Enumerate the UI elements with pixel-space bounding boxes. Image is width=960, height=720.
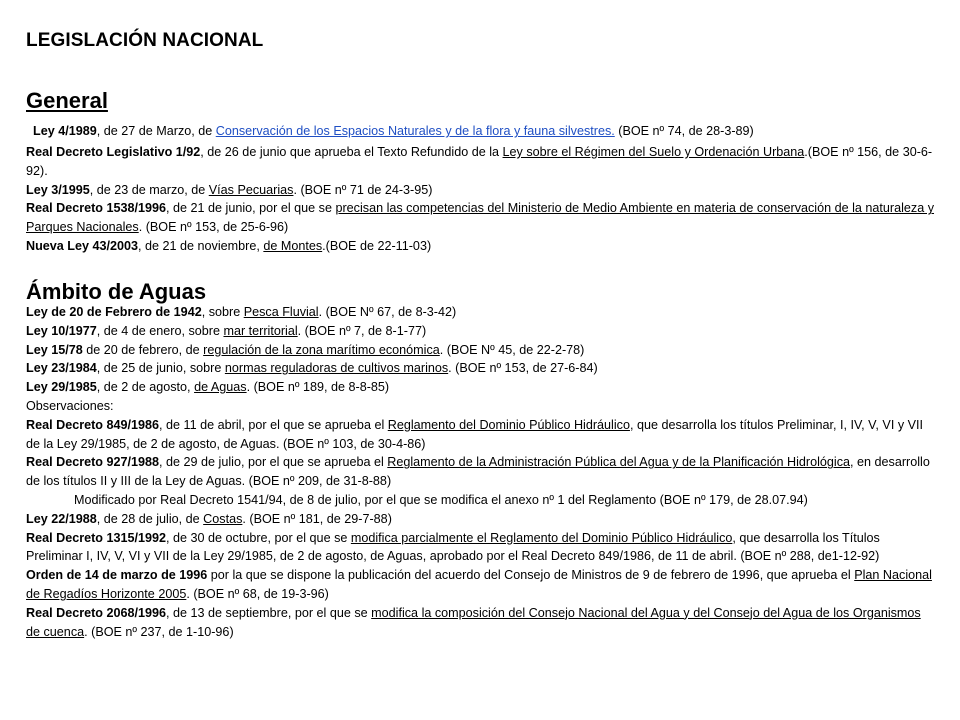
law-link[interactable]: Reglamento de la Administración Pública del Agua y de la Planificación Hidrológica bbox=[387, 455, 851, 470]
aguas-item-0 bbox=[26, 303, 936, 322]
law-link[interactable]: precisan las competencias del Ministerio de Medio Ambiente en materia de conservación de la naturaleza y Parques Nacionales bbox=[26, 201, 935, 235]
general-list bbox=[26, 143, 936, 256]
law-name: Real Decreto 1538/1996 bbox=[26, 201, 167, 216]
law-name: Ley de 20 de Febrero de 1942 bbox=[26, 305, 202, 319]
aguas-item-6 bbox=[26, 416, 936, 454]
modification-note: Modificado por Real Decreto 1541/94, de 8 de julio, por el que se modifica el anexo nº 1 del Reglamento (BOE nº 179, de 28.07.94) bbox=[74, 492, 808, 507]
law-name: Ley 10/1977 bbox=[26, 323, 97, 338]
law-name: Ley 3/1995 bbox=[26, 182, 90, 197]
law-link[interactable]: modifica la composición del Consejo Nacional del Agua y del Consejo del Agua de los Organismos de cuenca bbox=[26, 605, 921, 639]
law-name: Real Decreto 1315/1992 bbox=[26, 530, 167, 545]
general-item-4 bbox=[26, 237, 936, 256]
law-link[interactable]: regulación de la zona marítimo económica bbox=[203, 342, 440, 357]
aguas-item-12 bbox=[26, 604, 936, 642]
law-name: Ley 22/1988 bbox=[26, 511, 97, 526]
law-name: Ley 15/78 bbox=[26, 342, 83, 357]
general-item-2 bbox=[26, 181, 936, 200]
general-item-3 bbox=[26, 199, 936, 237]
law-name: Nueva Ley 43/2003 bbox=[26, 238, 139, 253]
law-text: , de 21 de junio, por el que se bbox=[166, 201, 336, 216]
law-link[interactable]: mar territorial bbox=[223, 323, 298, 338]
law-text: , de 25 de junio, sobre bbox=[96, 361, 225, 376]
law-name: Real Decreto 2068/1996 bbox=[26, 605, 167, 620]
aguas-item-4 bbox=[26, 378, 936, 397]
law-text: , de 4 de enero, sobre bbox=[96, 323, 224, 338]
law-ref: . (BOE Nº 67, de 8-3-42) bbox=[318, 305, 457, 319]
law-ref: . (BOE nº 153, de 25-6-96) bbox=[138, 220, 289, 235]
law-name: Real Decreto Legislativo 1/92 bbox=[26, 145, 201, 159]
law-ref: , en desarrollo de los títulos II y III de la Ley de Aguas. (BOE nº 209, de 31-8-88) bbox=[26, 455, 930, 489]
law-text: por la que se dispone la publicación del acuerdo del Consejo de Ministros de 9 de febrero de 1996, que aprueba el bbox=[207, 568, 855, 583]
aguas-item-1 bbox=[26, 322, 936, 341]
aguas-item-10 bbox=[26, 529, 936, 567]
law-ref: , que desarrolla los Títulos Preliminar I, IV, V, VI y VII de la Ley 29/1985, de 2 de agosto, de Aguas, aprobado por el Real Decreto 849/1986, de 11 de abril. (BOE nº 288, de1-12-92) bbox=[26, 530, 880, 564]
aguas-item-11 bbox=[26, 566, 936, 604]
law-text: , de 13 de septiembre, por el que se bbox=[166, 605, 372, 620]
law-link[interactable]: Reglamento del Dominio Público Hidráulico bbox=[387, 417, 630, 432]
law-link[interactable]: Vías Pecuarias bbox=[208, 182, 294, 197]
law-ref: .(BOE nº 156, de 30-6-92). bbox=[26, 145, 933, 178]
aguas-item-2 bbox=[26, 341, 936, 360]
law-name: Ley 29/1985 bbox=[26, 380, 97, 395]
aguas-item-3 bbox=[26, 359, 936, 378]
aguas-list bbox=[26, 303, 936, 641]
law-text: , de 26 de junio que aprueba el Texto Refundido de la bbox=[200, 145, 503, 159]
law-ref: . (BOE nº 237, de 1-10-96) bbox=[84, 624, 234, 639]
law-text: , de 11 de abril, por el que se aprueba el bbox=[159, 417, 388, 432]
section-heading-aguas: Ámbito de Aguas bbox=[26, 279, 207, 304]
law-ref: . (BOE nº 153, de 27-6-84) bbox=[448, 361, 598, 376]
law-name: Ley 23/1984 bbox=[26, 361, 97, 376]
law-text: , de 27 de Marzo, de bbox=[96, 124, 216, 138]
law-name: Orden de 14 de marzo de 1996 bbox=[26, 568, 208, 583]
law-text: , de 29 de julio, por el que se aprueba el bbox=[159, 455, 388, 470]
law-link[interactable]: normas reguladoras de cultivos marinos bbox=[224, 361, 449, 376]
general-item-1 bbox=[26, 143, 936, 181]
law-link[interactable]: Costas bbox=[203, 511, 243, 526]
law-text: , de 2 de agosto, bbox=[96, 380, 195, 395]
law-link[interactable]: de Aguas bbox=[194, 380, 247, 395]
law-ref: . (BOE nº 189, de 8-8-85) bbox=[246, 380, 390, 395]
general-item-0 bbox=[33, 122, 943, 141]
law-ref: . (BOE Nº 45, de 22-2-78) bbox=[439, 342, 585, 357]
law-text: , de 23 de marzo, de bbox=[89, 182, 209, 197]
aguas-item-7 bbox=[26, 453, 936, 491]
law-ref: . (BOE nº 181, de 29-7-88) bbox=[242, 511, 392, 526]
law-link[interactable]: modifica parcialmente el Reglamento del Dominio Público Hidráulico bbox=[350, 530, 733, 545]
law-text: , de 21 de noviembre, bbox=[138, 238, 264, 253]
law-ref: , que desarrolla los títulos Preliminar, I, IV, V, VI y VII de la Ley 29/1985, de 2 de agosto, de Aguas. (BOE nº 103, de 30-4-86) bbox=[26, 417, 924, 451]
law-ref: . (BOE nº 71 de 24-3-95) bbox=[293, 182, 433, 197]
page-title: LEGISLACIÓN NACIONAL bbox=[26, 30, 264, 51]
law-text: , de 28 de julio, de bbox=[96, 511, 204, 526]
law-name: Ley 4/1989 bbox=[33, 124, 97, 138]
law-text: de 20 de febrero, de bbox=[82, 342, 204, 357]
law-ref: (BOE nº 74, de 28-3-89) bbox=[614, 124, 754, 138]
law-name: Real Decreto 849/1986 bbox=[26, 417, 160, 432]
law-text: , sobre bbox=[201, 305, 244, 319]
law-link[interactable]: Pesca Fluvial bbox=[243, 305, 319, 319]
law-ref: . (BOE nº 7, de 8-1-77) bbox=[297, 323, 427, 338]
law-link[interactable]: Ley sobre el Régimen del Suelo y Ordenación Urbana bbox=[502, 145, 805, 159]
law-link[interactable]: de Montes bbox=[263, 238, 323, 253]
aguas-item-9 bbox=[26, 510, 936, 529]
observaciones-label: Observaciones: bbox=[26, 398, 114, 413]
law-text: , de 30 de octubre, por el que se bbox=[166, 530, 351, 545]
section-heading-general: General bbox=[26, 88, 108, 113]
law-link[interactable]: Plan Nacional de Regadíos Horizonte 2005 bbox=[26, 568, 932, 601]
law-ref: . (BOE nº 68, de 19-3-96) bbox=[186, 586, 329, 601]
law-ref: .(BOE de 22-11-03) bbox=[322, 238, 432, 253]
law-link[interactable]: Conservación de los Espacios Naturales y de la flora y fauna silvestres. bbox=[215, 124, 615, 138]
law-name: Real Decreto 927/1988 bbox=[26, 455, 160, 470]
